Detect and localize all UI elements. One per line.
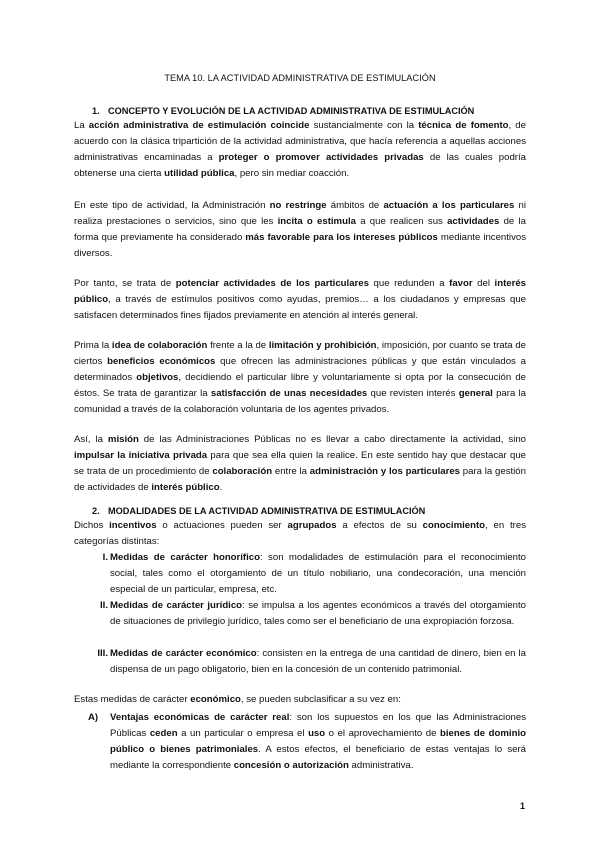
bold-run: más favorable para los intereses públicos xyxy=(245,232,438,243)
paragraph xyxy=(74,338,526,418)
text-run: para la comunidad a través de la colaboración voluntaria de los agentes privados. xyxy=(74,388,527,415)
text-run: a que realicen sus xyxy=(355,216,448,227)
document-title: TEMA 10. LA ACTIVIDAD ADMINISTRATIVA DE ESTIMULACIÓN xyxy=(164,73,436,83)
text-run: que redunden a xyxy=(368,278,450,289)
paragraph xyxy=(74,118,526,182)
bold-run: económico xyxy=(190,694,241,705)
section-1-title: CONCEPTO Y EVOLUCIÓN DE LA ACTIVIDAD ADMINISTRATIVA DE ESTIMULACIÓN xyxy=(108,106,475,116)
bold-run: limitación y prohibición xyxy=(268,340,377,351)
section-2-number: 2. xyxy=(92,506,100,516)
text-run: a efectos de su xyxy=(336,520,423,531)
bold-run: actuación a los particulares xyxy=(383,200,515,211)
text-run: , imposición, por cuanto se trata de ciertos xyxy=(74,340,526,367)
bold-run: Ventajas económicas de carácter real xyxy=(110,712,290,723)
section-1-heading xyxy=(92,106,474,116)
text-run: : consisten en la entrega de una cantidad de dinero, bien en la dispensa de un pago obligatorio, bien en la concesión de un contenido patrimonial. xyxy=(110,648,527,675)
text-run: . A estos efectos, el beneficiario de estas ventajas lo será mediante la correspondiente xyxy=(110,744,526,771)
section-2-intro xyxy=(74,518,526,550)
bold-run: interés público xyxy=(74,278,527,305)
bold-run: incentivos xyxy=(109,520,157,531)
bold-run: conocimiento xyxy=(422,520,486,531)
paragraph xyxy=(74,198,526,262)
text-run: : son modalidades de estimulación para el reconocimiento social, tales como el otorgamiento de un título nobiliario, una condecoración, una mención especial de un particular, empresa, etc. xyxy=(110,552,526,595)
bold-run: proteger o promover actividades privadas xyxy=(218,152,424,163)
text-run: : son los supuestos en los que las Administraciones Públicas xyxy=(110,712,526,739)
text-run: , a través de estímulos positivos como ayudas, premios… a los ciudadanos y empresas que satisfacen determinados fines fijados previamente en atención al interés general. xyxy=(74,294,526,321)
text-run: ni realiza prestaciones o servicios, sino que les xyxy=(74,200,527,227)
bold-run: interés público xyxy=(151,482,220,493)
bold-run: administración y los particulares xyxy=(309,466,460,477)
text-run: Dichos xyxy=(74,520,110,531)
list-item-text xyxy=(110,550,526,598)
section-2-title: MODALIDADES DE LA ACTIVIDAD ADMINISTRATIVA DE ESTIMULACIÓN xyxy=(108,506,426,516)
section-2-heading xyxy=(92,506,425,516)
bold-run: no restringe xyxy=(269,200,327,211)
text-run: , de acuerdo con la clásica tripartición de la actividad administrativa, que hacía referencia a aquellas acciones administrativas encaminadas a xyxy=(74,120,526,163)
list-item-number: I. xyxy=(102,552,108,563)
text-run: sustancialmente con la xyxy=(309,120,419,131)
bold-run: concesión o autorización xyxy=(233,760,349,771)
text-run: de las cuales podría obtenerse una cierta xyxy=(74,152,526,179)
text-run: Estas medidas de carácter xyxy=(74,694,191,705)
sublist-item-letter: A) xyxy=(88,712,99,723)
bold-run: favor xyxy=(449,278,473,289)
text-run: o actuaciones pueden ser xyxy=(156,520,288,531)
text-run: ámbitos de xyxy=(326,200,384,211)
text-run: o el aprovechamiento de xyxy=(325,728,440,739)
text-run: de las Administraciones Públicas no es llevar a cabo directamente la actividad, sino xyxy=(138,434,526,445)
bold-run: técnica de fomento xyxy=(418,120,509,131)
bold-run: uso xyxy=(308,728,326,739)
bold-run: acción administrativa de estimulación coincide xyxy=(88,120,310,131)
bold-run: bienes de dominio público o bienes patrimoniales xyxy=(110,728,526,755)
bold-run: idea de colaboración xyxy=(111,340,208,351)
text-run: de la forma que previamente ha considerado xyxy=(74,216,526,243)
paragraph xyxy=(74,276,526,324)
bold-run: general xyxy=(458,388,493,399)
text-run: , pero sin mediar coacción. xyxy=(234,168,350,179)
page-number: 1 xyxy=(520,801,526,811)
section-1-number: 1. xyxy=(92,106,100,116)
bold-run: misión xyxy=(107,434,139,445)
bold-run: ceden xyxy=(149,728,178,739)
bold-run: incita o estimula xyxy=(277,216,356,227)
text-run: para la gestión de actividades de xyxy=(74,466,526,493)
text-run: para que sea ella quien la realice. En este sentido hay que destacar que se trata de un procedimiento de xyxy=(74,450,526,477)
text-run: que revisten interés xyxy=(367,388,459,399)
text-run: mediante incentivos diversos. xyxy=(74,232,526,259)
list-item-text xyxy=(110,598,526,630)
subclassification-intro xyxy=(74,692,526,708)
bold-run: utilidad pública xyxy=(164,168,235,179)
text-run: del xyxy=(472,278,495,289)
text-run: Así, la xyxy=(74,434,108,445)
text-run: La xyxy=(74,120,89,131)
text-run: . xyxy=(219,482,223,493)
text-run: Prima la xyxy=(74,340,112,351)
text-run: frente a la de xyxy=(207,340,269,351)
text-run: , en tres categorías distintas: xyxy=(74,520,526,547)
bold-run: Medidas de carácter jurídico xyxy=(110,600,243,611)
text-run: , se pueden subclasificar a su vez en: xyxy=(240,694,401,705)
bold-run: satisfacción de unas necesidades xyxy=(210,388,368,399)
bold-run: impulsar la iniciativa privada xyxy=(74,450,208,461)
bold-run: colaboración xyxy=(212,466,273,477)
bold-run: Medidas de carácter honorífico xyxy=(110,552,260,563)
bold-run: agrupados xyxy=(287,520,337,531)
list-item-number: II. xyxy=(100,600,108,611)
list-item-number: III. xyxy=(97,648,108,659)
text-run: En este tipo de actividad, la Administración xyxy=(74,200,270,211)
bold-run: objetivos xyxy=(136,372,179,383)
bold-run: beneficios económicos xyxy=(107,356,216,367)
text-run: administrativa. xyxy=(348,760,414,771)
bold-run: Medidas de carácter económico xyxy=(110,648,257,659)
text-run: entre la xyxy=(272,466,310,477)
text-run: que ofrecen las administraciones públicas y que están vinculados a determinados xyxy=(74,356,526,383)
paragraph xyxy=(74,432,526,496)
bold-run: actividades xyxy=(447,216,500,227)
text-run: Por tanto, se trata de xyxy=(74,278,176,289)
bold-run: potenciar actividades de los particulares xyxy=(175,278,369,289)
text-run: a un particular o empresa el xyxy=(177,728,309,739)
list-item-text xyxy=(110,646,526,678)
text-run: , decidiendo el particular libre y voluntariamente si opta por la consecución de éstos. Se trata de garantizar la xyxy=(74,372,527,399)
text-run: : se impulsa a los agentes económicos a través del otorgamiento de situaciones de privilegio jurídico, tales como ser el beneficiario de una expropiación forzosa. xyxy=(110,600,526,627)
sublist-item-text xyxy=(110,710,526,774)
